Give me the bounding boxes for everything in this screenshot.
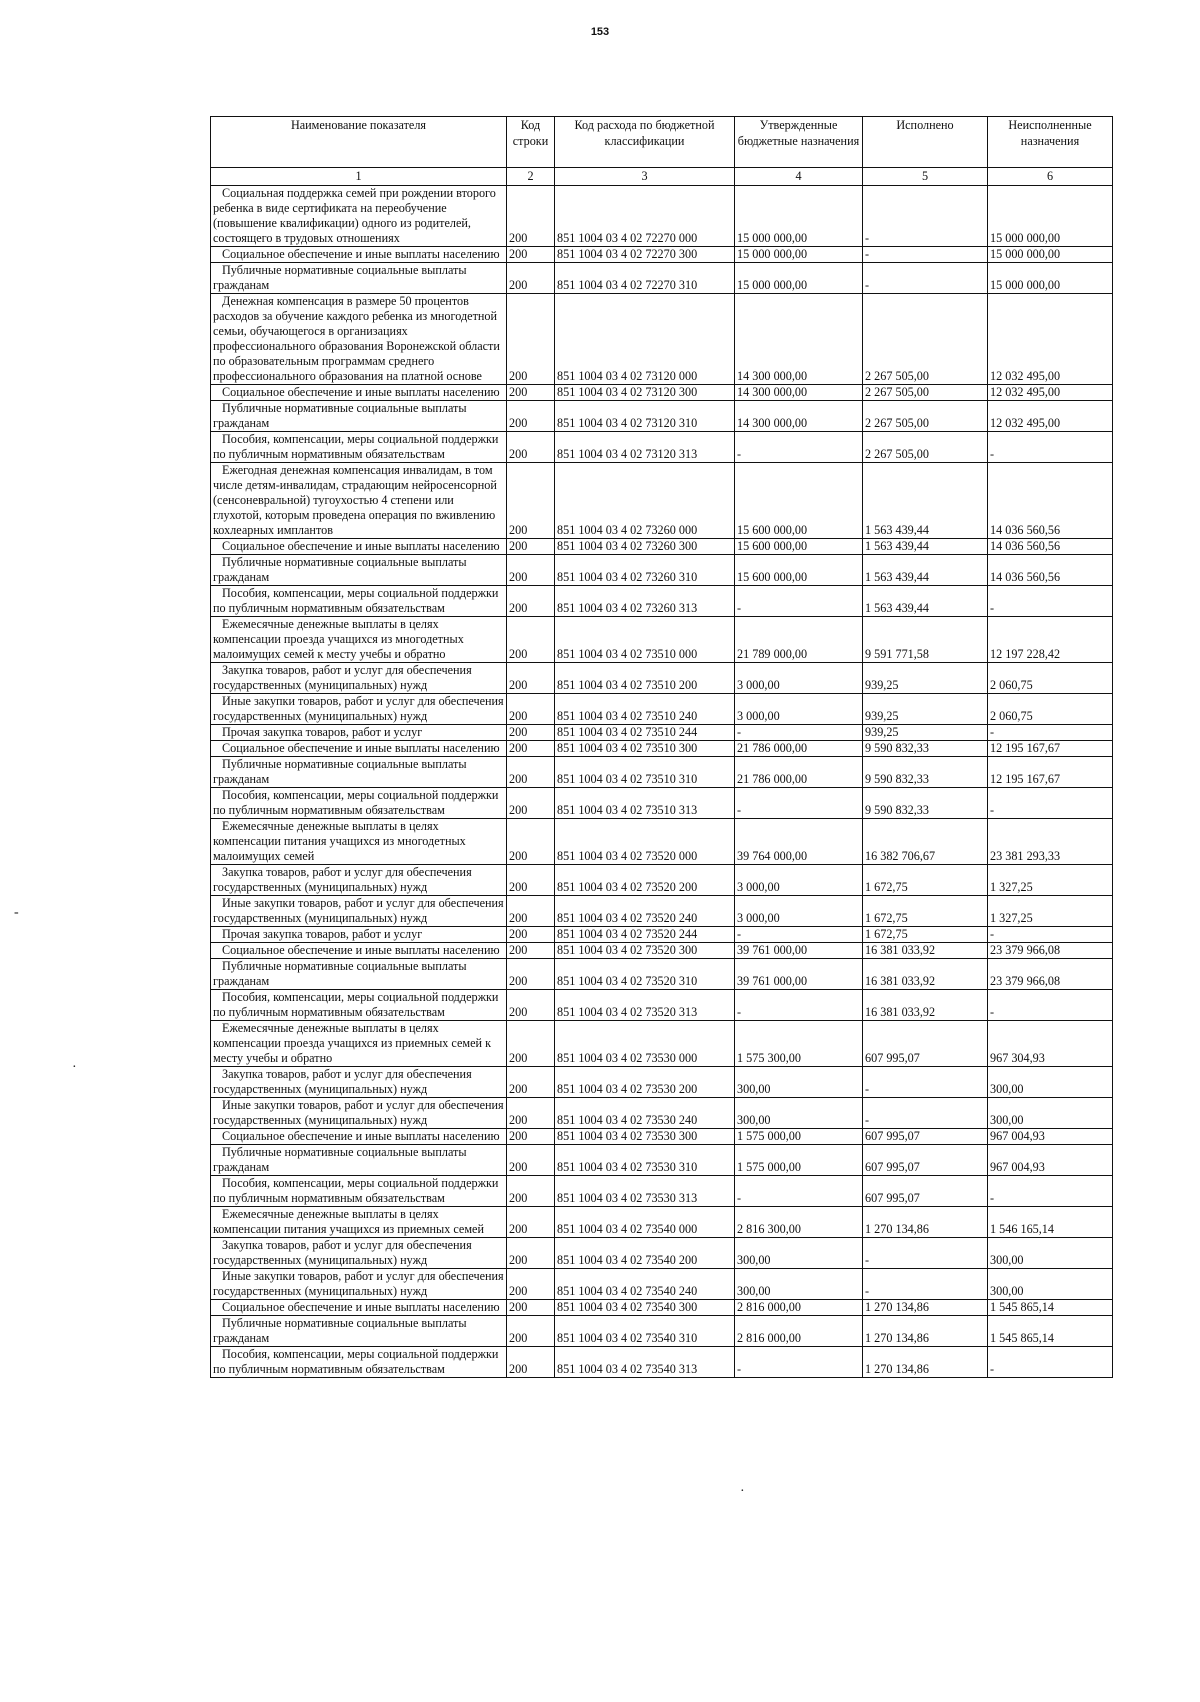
- executed-amount-cell: 9 590 832,33: [863, 788, 988, 819]
- approved-amount-cell: 21 786 000,00: [735, 741, 863, 757]
- line-code-cell: 200: [507, 263, 555, 294]
- table-row: [211, 1347, 1113, 1378]
- unexecuted-amount-cell: 2 060,75: [988, 663, 1113, 694]
- executed-amount-cell: 2 267 505,00: [863, 432, 988, 463]
- column-header-executed: Исполнено: [863, 117, 988, 168]
- line-code-cell: 200: [507, 555, 555, 586]
- line-code-cell: 200: [507, 959, 555, 990]
- executed-amount-cell: 1 270 134,86: [863, 1316, 988, 1347]
- unexecuted-amount-cell: 14 036 560,56: [988, 555, 1113, 586]
- budget-code-cell: 851 1004 03 4 02 73540 000: [555, 1207, 735, 1238]
- column-header-budget-code: Код расхода по бюджетной классификации: [555, 117, 735, 168]
- line-code-cell: 200: [507, 1145, 555, 1176]
- indicator-name-cell: Пособия, компенсации, меры социальной поддержки по публичным нормативным обязательствам: [211, 1347, 507, 1378]
- line-code-cell: 200: [507, 1176, 555, 1207]
- unexecuted-amount-cell: -: [988, 788, 1113, 819]
- indicator-name-cell: Пособия, компенсации, меры социальной поддержки по публичным нормативным обязательствам: [211, 1176, 507, 1207]
- line-code-cell: 200: [507, 788, 555, 819]
- indicator-name-cell: Публичные нормативные социальные выплаты гражданам: [211, 263, 507, 294]
- approved-amount-cell: 2 816 300,00: [735, 1207, 863, 1238]
- table-row: [211, 927, 1113, 943]
- approved-amount-cell: 300,00: [735, 1098, 863, 1129]
- executed-amount-cell: 939,25: [863, 694, 988, 725]
- table-row: [211, 819, 1113, 865]
- indicator-name-cell: Иные закупки товаров, работ и услуг для обеспечения государственных (муниципальных) нужд: [211, 1269, 507, 1300]
- line-code-cell: 200: [507, 725, 555, 741]
- executed-amount-cell: 1 270 134,86: [863, 1347, 988, 1378]
- column-number: 1: [211, 168, 507, 186]
- line-code-cell: 200: [507, 865, 555, 896]
- unexecuted-amount-cell: 15 000 000,00: [988, 186, 1113, 247]
- approved-amount-cell: 39 761 000,00: [735, 943, 863, 959]
- unexecuted-amount-cell: 300,00: [988, 1238, 1113, 1269]
- budget-code-cell: 851 1004 03 4 02 73530 000: [555, 1021, 735, 1067]
- unexecuted-amount-cell: 12 195 167,67: [988, 757, 1113, 788]
- line-code-cell: 200: [507, 294, 555, 385]
- indicator-name-cell: Социальное обеспечение и иные выплаты населению: [211, 943, 507, 959]
- line-code-cell: 200: [507, 990, 555, 1021]
- executed-amount-cell: -: [863, 1269, 988, 1300]
- scan-dot-mark: -: [14, 905, 19, 920]
- column-header-unexecuted: Неисполненные назначения: [988, 117, 1113, 168]
- indicator-name-cell: Денежная компенсация в размере 50 процентов расходов за обучение каждого ребенка из многодетной семьи, обучающегося в организациях профессионального образования Воронежской области по образовательным программам среднего профессионального образования на платной основе: [211, 294, 507, 385]
- budget-execution-table: [210, 116, 1113, 1378]
- approved-amount-cell: 14 300 000,00: [735, 385, 863, 401]
- indicator-name-cell: Пособия, компенсации, меры социальной поддержки по публичным нормативным обязательствам: [211, 990, 507, 1021]
- unexecuted-amount-cell: 967 304,93: [988, 1021, 1113, 1067]
- budget-code-cell: 851 1004 03 4 02 73510 244: [555, 725, 735, 741]
- unexecuted-amount-cell: 300,00: [988, 1067, 1113, 1098]
- table-row: [211, 865, 1113, 896]
- budget-code-cell: 851 1004 03 4 02 73520 244: [555, 927, 735, 943]
- line-code-cell: 200: [507, 741, 555, 757]
- approved-amount-cell: 15 000 000,00: [735, 263, 863, 294]
- table-row: [211, 539, 1113, 555]
- line-code-cell: 200: [507, 1238, 555, 1269]
- approved-amount-cell: 15 000 000,00: [735, 247, 863, 263]
- page-number: 153: [590, 26, 610, 38]
- budget-code-cell: 851 1004 03 4 02 73520 000: [555, 819, 735, 865]
- indicator-name-cell: Публичные нормативные социальные выплаты гражданам: [211, 1145, 507, 1176]
- indicator-name-cell: Публичные нормативные социальные выплаты гражданам: [211, 555, 507, 586]
- unexecuted-amount-cell: 23 381 293,33: [988, 819, 1113, 865]
- indicator-name-cell: Социальное обеспечение и иные выплаты населению: [211, 247, 507, 263]
- unexecuted-amount-cell: 1 327,25: [988, 896, 1113, 927]
- table-row: [211, 1129, 1113, 1145]
- scan-dot-mark: ·: [740, 1484, 745, 1499]
- column-number: 5: [863, 168, 988, 186]
- line-code-cell: 200: [507, 432, 555, 463]
- approved-amount-cell: 21 786 000,00: [735, 757, 863, 788]
- unexecuted-amount-cell: 2 060,75: [988, 694, 1113, 725]
- executed-amount-cell: 2 267 505,00: [863, 294, 988, 385]
- unexecuted-amount-cell: 300,00: [988, 1269, 1113, 1300]
- approved-amount-cell: 1 575 300,00: [735, 1021, 863, 1067]
- budget-code-cell: 851 1004 03 4 02 72270 310: [555, 263, 735, 294]
- budget-code-cell: 851 1004 03 4 02 73260 000: [555, 463, 735, 539]
- executed-amount-cell: -: [863, 1098, 988, 1129]
- unexecuted-amount-cell: 15 000 000,00: [988, 247, 1113, 263]
- approved-amount-cell: 300,00: [735, 1269, 863, 1300]
- indicator-name-cell: Закупка товаров, работ и услуг для обеспечения государственных (муниципальных) нужд: [211, 1238, 507, 1269]
- table-body: [211, 186, 1113, 1378]
- budget-code-cell: 851 1004 03 4 02 73530 200: [555, 1067, 735, 1098]
- approved-amount-cell: 3 000,00: [735, 663, 863, 694]
- approved-amount-cell: 39 764 000,00: [735, 819, 863, 865]
- unexecuted-amount-cell: 300,00: [988, 1098, 1113, 1129]
- approved-amount-cell: 39 761 000,00: [735, 959, 863, 990]
- indicator-name-cell: Прочая закупка товаров, работ и услуг: [211, 927, 507, 943]
- line-code-cell: 200: [507, 694, 555, 725]
- table-row: [211, 1207, 1113, 1238]
- unexecuted-amount-cell: 14 036 560,56: [988, 463, 1113, 539]
- line-code-cell: 200: [507, 927, 555, 943]
- approved-amount-cell: 2 816 000,00: [735, 1300, 863, 1316]
- table-row: [211, 1176, 1113, 1207]
- table-row: [211, 1238, 1113, 1269]
- executed-amount-cell: 2 267 505,00: [863, 401, 988, 432]
- line-code-cell: 200: [507, 1300, 555, 1316]
- indicator-name-cell: Закупка товаров, работ и услуг для обеспечения государственных (муниципальных) нужд: [211, 1067, 507, 1098]
- column-number: 2: [507, 168, 555, 186]
- indicator-name-cell: Пособия, компенсации, меры социальной поддержки по публичным нормативным обязательствам: [211, 432, 507, 463]
- indicator-name-cell: Иные закупки товаров, работ и услуг для обеспечения государственных (муниципальных) нужд: [211, 1098, 507, 1129]
- budget-code-cell: 851 1004 03 4 02 73510 000: [555, 617, 735, 663]
- budget-code-cell: 851 1004 03 4 02 73510 240: [555, 694, 735, 725]
- executed-amount-cell: -: [863, 247, 988, 263]
- unexecuted-amount-cell: -: [988, 927, 1113, 943]
- unexecuted-amount-cell: -: [988, 725, 1113, 741]
- table-row: [211, 694, 1113, 725]
- column-header-line-code: Код строки: [507, 117, 555, 168]
- line-code-cell: 200: [507, 1098, 555, 1129]
- budget-code-cell: 851 1004 03 4 02 73530 310: [555, 1145, 735, 1176]
- executed-amount-cell: 2 267 505,00: [863, 385, 988, 401]
- table-row: [211, 896, 1113, 927]
- unexecuted-amount-cell: 1 545 865,14: [988, 1300, 1113, 1316]
- approved-amount-cell: -: [735, 586, 863, 617]
- approved-amount-cell: 2 816 000,00: [735, 1316, 863, 1347]
- table-row: [211, 990, 1113, 1021]
- budget-code-cell: 851 1004 03 4 02 73530 240: [555, 1098, 735, 1129]
- unexecuted-amount-cell: -: [988, 1176, 1113, 1207]
- table-row: [211, 1269, 1113, 1300]
- table-row: [211, 617, 1113, 663]
- table-row: [211, 186, 1113, 247]
- indicator-name-cell: Закупка товаров, работ и услуг для обеспечения государственных (муниципальных) нужд: [211, 663, 507, 694]
- executed-amount-cell: 607 995,07: [863, 1176, 988, 1207]
- unexecuted-amount-cell: -: [988, 586, 1113, 617]
- executed-amount-cell: 16 382 706,67: [863, 819, 988, 865]
- table-row: [211, 586, 1113, 617]
- column-header-name: Наименование показателя: [211, 117, 507, 168]
- indicator-name-cell: Закупка товаров, работ и услуг для обеспечения государственных (муниципальных) нужд: [211, 865, 507, 896]
- executed-amount-cell: 9 591 771,58: [863, 617, 988, 663]
- approved-amount-cell: -: [735, 990, 863, 1021]
- budget-code-cell: 851 1004 03 4 02 73540 313: [555, 1347, 735, 1378]
- approved-amount-cell: 15 600 000,00: [735, 463, 863, 539]
- approved-amount-cell: -: [735, 1176, 863, 1207]
- unexecuted-amount-cell: -: [988, 990, 1113, 1021]
- approved-amount-cell: 21 789 000,00: [735, 617, 863, 663]
- executed-amount-cell: 1 270 134,86: [863, 1207, 988, 1238]
- approved-amount-cell: 14 300 000,00: [735, 401, 863, 432]
- executed-amount-cell: -: [863, 263, 988, 294]
- approved-amount-cell: 3 000,00: [735, 896, 863, 927]
- indicator-name-cell: Ежемесячные денежные выплаты в целях компенсации проезда учащихся из приемных семей к месту учебы и обратно: [211, 1021, 507, 1067]
- approved-amount-cell: 15 000 000,00: [735, 186, 863, 247]
- line-code-cell: 200: [507, 819, 555, 865]
- executed-amount-cell: 1 672,75: [863, 896, 988, 927]
- approved-amount-cell: 3 000,00: [735, 865, 863, 896]
- unexecuted-amount-cell: 12 032 495,00: [988, 385, 1113, 401]
- table-row: [211, 1145, 1113, 1176]
- unexecuted-amount-cell: 12 032 495,00: [988, 401, 1113, 432]
- budget-code-cell: 851 1004 03 4 02 73260 313: [555, 586, 735, 617]
- unexecuted-amount-cell: 1 327,25: [988, 865, 1113, 896]
- table-row: [211, 294, 1113, 385]
- indicator-name-cell: Социальное обеспечение и иные выплаты населению: [211, 539, 507, 555]
- line-code-cell: 200: [507, 1269, 555, 1300]
- line-code-cell: 200: [507, 896, 555, 927]
- budget-code-cell: 851 1004 03 4 02 72270 300: [555, 247, 735, 263]
- executed-amount-cell: 607 995,07: [863, 1129, 988, 1145]
- line-code-cell: 200: [507, 1129, 555, 1145]
- line-code-cell: 200: [507, 1021, 555, 1067]
- budget-code-cell: 851 1004 03 4 02 73510 200: [555, 663, 735, 694]
- budget-code-cell: 851 1004 03 4 02 73520 310: [555, 959, 735, 990]
- executed-amount-cell: 1 270 134,86: [863, 1300, 988, 1316]
- table-row: [211, 1067, 1113, 1098]
- budget-code-cell: 851 1004 03 4 02 73510 300: [555, 741, 735, 757]
- line-code-cell: 200: [507, 539, 555, 555]
- approved-amount-cell: -: [735, 432, 863, 463]
- header-row: [211, 117, 1113, 168]
- unexecuted-amount-cell: 1 545 865,14: [988, 1316, 1113, 1347]
- approved-amount-cell: -: [735, 1347, 863, 1378]
- line-code-cell: 200: [507, 1207, 555, 1238]
- line-code-cell: 200: [507, 757, 555, 788]
- executed-amount-cell: 1 563 439,44: [863, 555, 988, 586]
- approved-amount-cell: -: [735, 927, 863, 943]
- indicator-name-cell: Социальное обеспечение и иные выплаты населению: [211, 385, 507, 401]
- budget-code-cell: 851 1004 03 4 02 73260 310: [555, 555, 735, 586]
- line-code-cell: 200: [507, 617, 555, 663]
- approved-amount-cell: 1 575 000,00: [735, 1145, 863, 1176]
- indicator-name-cell: Публичные нормативные социальные выплаты гражданам: [211, 1316, 507, 1347]
- unexecuted-amount-cell: 1 546 165,14: [988, 1207, 1113, 1238]
- executed-amount-cell: 607 995,07: [863, 1021, 988, 1067]
- budget-code-cell: 851 1004 03 4 02 73120 310: [555, 401, 735, 432]
- executed-amount-cell: 16 381 033,92: [863, 990, 988, 1021]
- executed-amount-cell: -: [863, 1238, 988, 1269]
- indicator-name-cell: Социальное обеспечение и иные выплаты населению: [211, 1129, 507, 1145]
- executed-amount-cell: 1 672,75: [863, 927, 988, 943]
- indicator-name-cell: Ежемесячные денежные выплаты в целях компенсации питания учащихся из многодетных малоимущих семей: [211, 819, 507, 865]
- line-code-cell: 200: [507, 943, 555, 959]
- table-row: [211, 555, 1113, 586]
- line-code-cell: 200: [507, 663, 555, 694]
- line-code-cell: 200: [507, 463, 555, 539]
- indicator-name-cell: Прочая закупка товаров, работ и услуг: [211, 725, 507, 741]
- table-row: [211, 943, 1113, 959]
- budget-code-cell: 851 1004 03 4 02 73540 300: [555, 1300, 735, 1316]
- budget-code-cell: 851 1004 03 4 02 73120 300: [555, 385, 735, 401]
- line-code-cell: 200: [507, 586, 555, 617]
- line-code-cell: 200: [507, 401, 555, 432]
- line-code-cell: 200: [507, 1347, 555, 1378]
- line-code-cell: 200: [507, 247, 555, 263]
- indicator-name-cell: Пособия, компенсации, меры социальной поддержки по публичным нормативным обязательствам: [211, 586, 507, 617]
- indicator-name-cell: Ежемесячные денежные выплаты в целях компенсации проезда учащихся из многодетных малоимущих семей к месту учебы и обратно: [211, 617, 507, 663]
- indicator-name-cell: Пособия, компенсации, меры социальной поддержки по публичным нормативным обязательствам: [211, 788, 507, 819]
- line-code-cell: 200: [507, 186, 555, 247]
- table-row: [211, 725, 1113, 741]
- indicator-name-cell: Публичные нормативные социальные выплаты гражданам: [211, 959, 507, 990]
- approved-amount-cell: 14 300 000,00: [735, 294, 863, 385]
- budget-code-cell: 851 1004 03 4 02 73120 313: [555, 432, 735, 463]
- column-number-row: [211, 168, 1113, 186]
- column-number: 6: [988, 168, 1113, 186]
- budget-code-cell: 851 1004 03 4 02 73520 200: [555, 865, 735, 896]
- indicator-name-cell: Иные закупки товаров, работ и услуг для обеспечения государственных (муниципальных) нужд: [211, 896, 507, 927]
- unexecuted-amount-cell: -: [988, 432, 1113, 463]
- executed-amount-cell: 1 563 439,44: [863, 539, 988, 555]
- approved-amount-cell: -: [735, 725, 863, 741]
- table-row: [211, 1300, 1113, 1316]
- unexecuted-amount-cell: 12 195 167,67: [988, 741, 1113, 757]
- unexecuted-amount-cell: 23 379 966,08: [988, 943, 1113, 959]
- column-number: 4: [735, 168, 863, 186]
- unexecuted-amount-cell: 15 000 000,00: [988, 263, 1113, 294]
- table-row: [211, 247, 1113, 263]
- indicator-name-cell: Публичные нормативные социальные выплаты гражданам: [211, 401, 507, 432]
- unexecuted-amount-cell: 12 032 495,00: [988, 294, 1113, 385]
- unexecuted-amount-cell: 967 004,93: [988, 1129, 1113, 1145]
- table-row: [211, 401, 1113, 432]
- executed-amount-cell: -: [863, 1067, 988, 1098]
- indicator-name-cell: Ежемесячные денежные выплаты в целях компенсации питания учащихся из приемных семей: [211, 1207, 507, 1238]
- indicator-name-cell: Социальная поддержка семей при рождении второго ребенка в виде сертификата на переобучение (повышение квалификации) одного из родителей, состоящего в трудовых отношениях: [211, 186, 507, 247]
- approved-amount-cell: 15 600 000,00: [735, 555, 863, 586]
- column-number: 3: [555, 168, 735, 186]
- unexecuted-amount-cell: 12 197 228,42: [988, 617, 1113, 663]
- executed-amount-cell: 607 995,07: [863, 1145, 988, 1176]
- approved-amount-cell: 1 575 000,00: [735, 1129, 863, 1145]
- line-code-cell: 200: [507, 1067, 555, 1098]
- table-row: [211, 1021, 1113, 1067]
- column-header-approved: Утвержденные бюджетные назначения: [735, 117, 863, 168]
- scan-dot-mark: ·: [72, 1060, 77, 1075]
- table-row: [211, 788, 1113, 819]
- executed-amount-cell: 1 563 439,44: [863, 586, 988, 617]
- budget-code-cell: 851 1004 03 4 02 73520 300: [555, 943, 735, 959]
- unexecuted-amount-cell: 967 004,93: [988, 1145, 1113, 1176]
- budget-code-cell: 851 1004 03 4 02 73530 300: [555, 1129, 735, 1145]
- budget-code-cell: 851 1004 03 4 02 72270 000: [555, 186, 735, 247]
- approved-amount-cell: 15 600 000,00: [735, 539, 863, 555]
- table-row: [211, 959, 1113, 990]
- table-row: [211, 385, 1113, 401]
- budget-code-cell: 851 1004 03 4 02 73540 200: [555, 1238, 735, 1269]
- table-row: [211, 757, 1113, 788]
- table-row: [211, 741, 1113, 757]
- table-row: [211, 1098, 1113, 1129]
- table-row: [211, 1316, 1113, 1347]
- table-row: [211, 463, 1113, 539]
- budget-code-cell: 851 1004 03 4 02 73540 310: [555, 1316, 735, 1347]
- budget-code-cell: 851 1004 03 4 02 73510 313: [555, 788, 735, 819]
- budget-code-cell: 851 1004 03 4 02 73520 240: [555, 896, 735, 927]
- budget-code-cell: 851 1004 03 4 02 73520 313: [555, 990, 735, 1021]
- approved-amount-cell: 3 000,00: [735, 694, 863, 725]
- budget-code-cell: 851 1004 03 4 02 73120 000: [555, 294, 735, 385]
- unexecuted-amount-cell: 14 036 560,56: [988, 539, 1113, 555]
- executed-amount-cell: 16 381 033,92: [863, 943, 988, 959]
- approved-amount-cell: 300,00: [735, 1067, 863, 1098]
- table-row: [211, 432, 1113, 463]
- table-row: [211, 263, 1113, 294]
- indicator-name-cell: Социальное обеспечение и иные выплаты населению: [211, 1300, 507, 1316]
- executed-amount-cell: 16 381 033,92: [863, 959, 988, 990]
- indicator-name-cell: Социальное обеспечение и иные выплаты населению: [211, 741, 507, 757]
- budget-code-cell: 851 1004 03 4 02 73540 240: [555, 1269, 735, 1300]
- approved-amount-cell: 300,00: [735, 1238, 863, 1269]
- executed-amount-cell: 1 672,75: [863, 865, 988, 896]
- executed-amount-cell: 939,25: [863, 725, 988, 741]
- budget-code-cell: 851 1004 03 4 02 73260 300: [555, 539, 735, 555]
- line-code-cell: 200: [507, 385, 555, 401]
- line-code-cell: 200: [507, 1316, 555, 1347]
- indicator-name-cell: Публичные нормативные социальные выплаты гражданам: [211, 757, 507, 788]
- indicator-name-cell: Ежегодная денежная компенсация инвалидам, в том числе детям-инвалидам, страдающим нейросенсорной (сенсоневральной) тугоухостью 4 степени или глухотой, которым проведена операция по вживлению кохлеарных имплантов: [211, 463, 507, 539]
- unexecuted-amount-cell: 23 379 966,08: [988, 959, 1113, 990]
- unexecuted-amount-cell: -: [988, 1347, 1113, 1378]
- budget-code-cell: 851 1004 03 4 02 73510 310: [555, 757, 735, 788]
- executed-amount-cell: 9 590 832,33: [863, 741, 988, 757]
- budget-code-cell: 851 1004 03 4 02 73530 313: [555, 1176, 735, 1207]
- executed-amount-cell: -: [863, 186, 988, 247]
- executed-amount-cell: 9 590 832,33: [863, 757, 988, 788]
- executed-amount-cell: 939,25: [863, 663, 988, 694]
- table-row: [211, 663, 1113, 694]
- indicator-name-cell: Иные закупки товаров, работ и услуг для обеспечения государственных (муниципальных) нужд: [211, 694, 507, 725]
- approved-amount-cell: -: [735, 788, 863, 819]
- executed-amount-cell: 1 563 439,44: [863, 463, 988, 539]
